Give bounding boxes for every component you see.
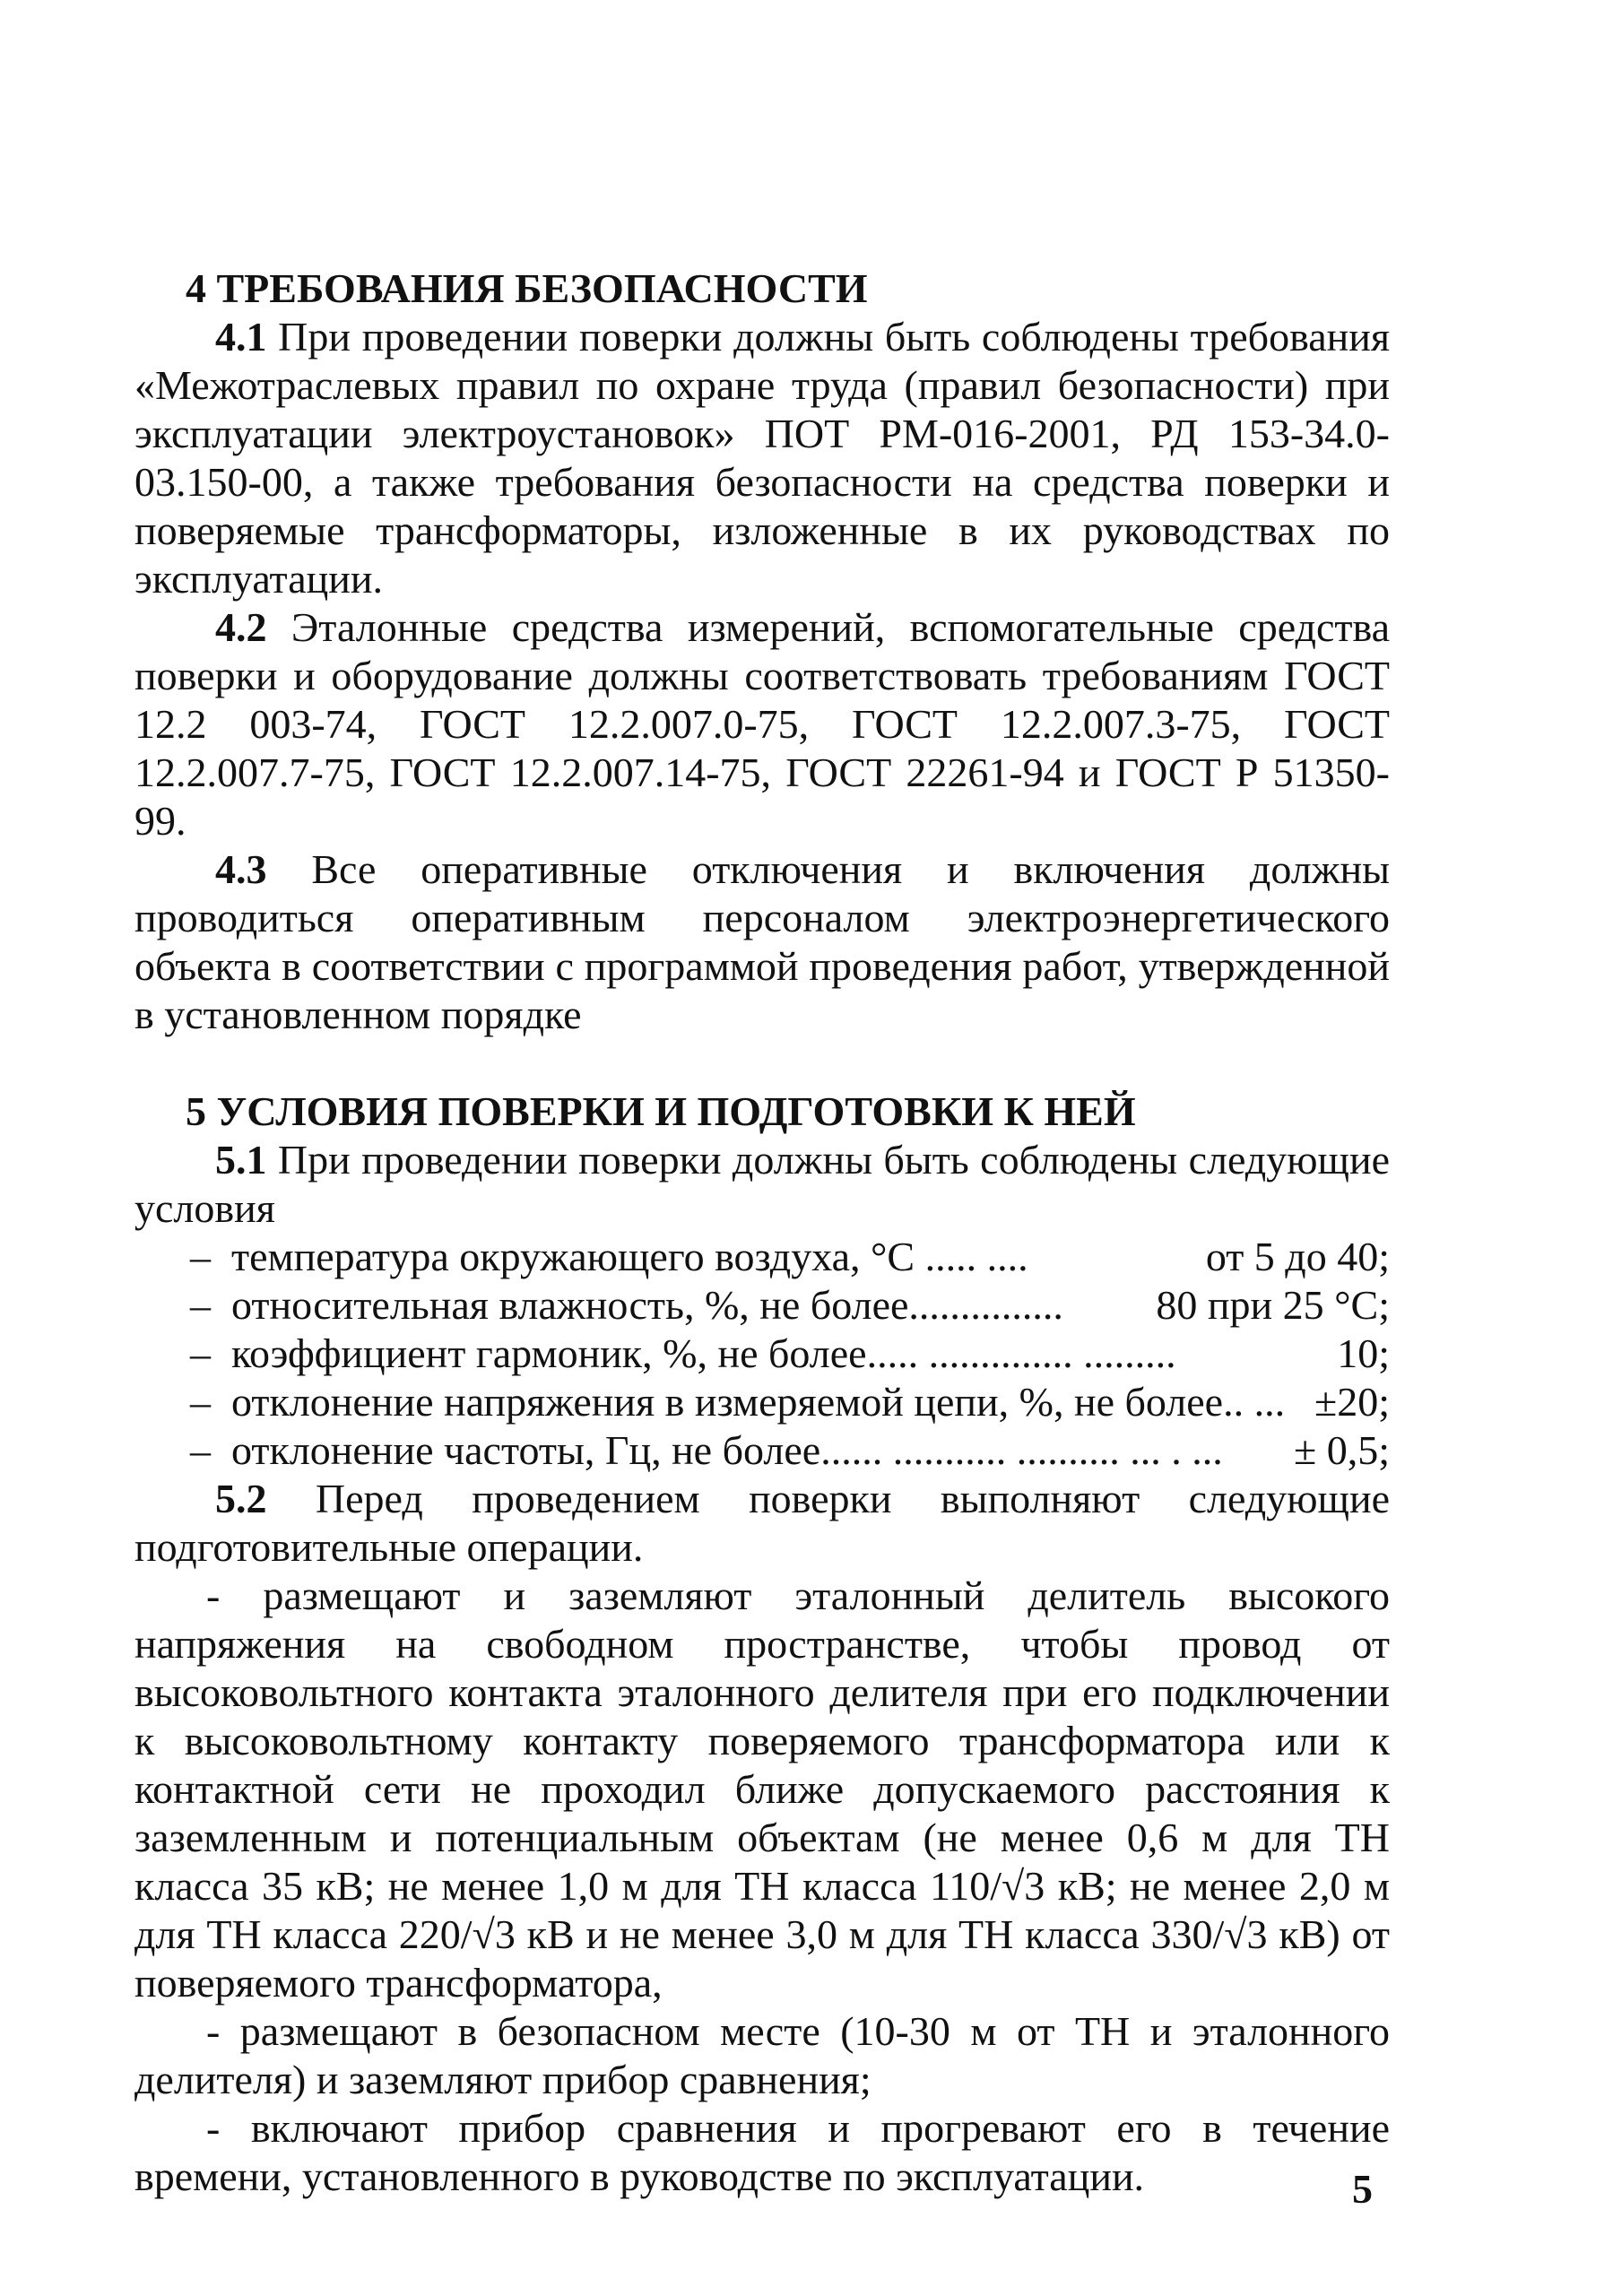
paragraph-text: При проведении поверки должны быть соблюдены требования «Межотраслевых правил по охране труда (правил безопасности) при эксплуатации электроустановок» ПОТ РМ-016-2001, РД 153-34.0-03.150-00, а также требования безопасности на средства поверки и поверяемые трансформаторы, изложенные в их руководствах по эксплуатации.: [134, 314, 1390, 602]
condition-dots: .. ...: [1223, 1379, 1286, 1425]
condition-value: ±20;: [1314, 1379, 1390, 1425]
condition-label: относительная влажность, %, не более: [231, 1282, 909, 1328]
paragraph-text: При проведении поверки должны быть соблюдены следующие условия: [134, 1137, 1390, 1231]
condition-label: отклонение напряжения в измеряемой цепи, %, не более: [231, 1379, 1224, 1425]
list-dash: –: [190, 1427, 211, 1473]
condition-item: [134, 1330, 1390, 1378]
section-4-heading: 4 ТРЕБОВАНИЯ БЕЗОПАСНОСТИ: [186, 265, 868, 311]
section-5-heading: 5 УСЛОВИЯ ПОВЕРКИ И ПОДГОТОВКИ К НЕЙ: [186, 1088, 1136, 1134]
list-dash: –: [190, 1330, 211, 1376]
condition-item: [134, 1281, 1390, 1330]
paragraph-number: 4.1: [215, 314, 267, 360]
condition-label: температура окружающего воздуха, °С: [231, 1234, 915, 1279]
condition-dots: ...... ........... .......... ... . ...: [820, 1427, 1223, 1473]
paragraph-number: 4.3: [215, 846, 267, 892]
paragraph-4-3: [134, 845, 1390, 1039]
paragraph-number: 4.2: [215, 604, 267, 650]
condition-item: [134, 1378, 1390, 1426]
paragraph-text: Все оперативные отключения и включения должны проводиться оперативным персоналом электроэнергетического объекта в соответствии с программой проведения работ, утвержденной в установленном порядке: [134, 846, 1390, 1037]
condition-dots: ...............: [908, 1282, 1063, 1328]
paragraph-number: 5.1: [215, 1137, 267, 1183]
condition-value: ± 0,5;: [1293, 1427, 1390, 1473]
condition-item: [134, 1233, 1390, 1281]
paragraph-text: Перед проведением поверки выполняют следующие подготовительные операции.: [134, 1476, 1390, 1570]
condition-dots: ..... ....: [924, 1234, 1028, 1279]
conditions-list: [134, 1233, 1390, 1475]
prep-step: - размещают и заземляют эталонный делитель высокого напряжения на свободном пространстве, чтобы провод от высоковольтного контакта эталонного делителя при его подключении к высоковольтному контакту поверяемого трансформатора или к контактной сети не проходил ближе допускаемого расстояния к заземленным и потенциальным объектам (не менее 0,6 м для ТН класса 35 кВ; не менее 1,0 м для ТН класса 110/√3 кВ; не менее 2,0 м для ТН класса 220/√3 кВ и не менее 3,0 м для ТН класса 330/√3 кВ) от поверяемого трансформатора,: [134, 1573, 1390, 2006]
page-number: 5: [1352, 2166, 1373, 2212]
paragraph-text: Эталонные средства измерений, вспомогательные средства поверки и оборудование должны соответствовать требованиям ГОСТ 12.2 003-74, ГОСТ 12.2.007.0-75, ГОСТ 12.2.007.3-75, ГОСТ 12.2.007.7-75, ГОСТ 12.2.007.14-75, ГОСТ 22261-94 и ГОСТ Р 51350-99.: [134, 604, 1390, 844]
paragraph-5-1: [134, 1136, 1390, 1233]
condition-item: [134, 1426, 1390, 1475]
paragraph-5-2: [134, 1475, 1390, 1572]
condition-label: коэффициент гармоник, %, не более: [231, 1330, 867, 1376]
condition-value: 10;: [1337, 1330, 1390, 1376]
condition-label: отклонение частоты, Гц, не более: [231, 1427, 821, 1473]
condition-value: 80 при 25 °С;: [1156, 1282, 1390, 1328]
list-dash: –: [190, 1282, 211, 1328]
prep-step: - включают прибор сравнения и прогревают его в течение времени, установленного в руководстве по эксплуатации.: [134, 2105, 1390, 2199]
condition-value: от 5 до 40;: [1205, 1234, 1390, 1279]
list-dash: –: [190, 1234, 211, 1279]
condition-dots: ..... .............. .........: [866, 1330, 1176, 1376]
prep-step: - размещают в безопасном месте (10-30 м от ТН и эталонного делителя) и заземляют прибор сравнения;: [134, 2008, 1390, 2102]
paragraph-4-2: [134, 603, 1390, 845]
paragraph-4-1: [134, 313, 1390, 603]
paragraph-number: 5.2: [215, 1476, 267, 1521]
list-dash: –: [190, 1379, 211, 1425]
page-content: [134, 264, 1390, 2201]
